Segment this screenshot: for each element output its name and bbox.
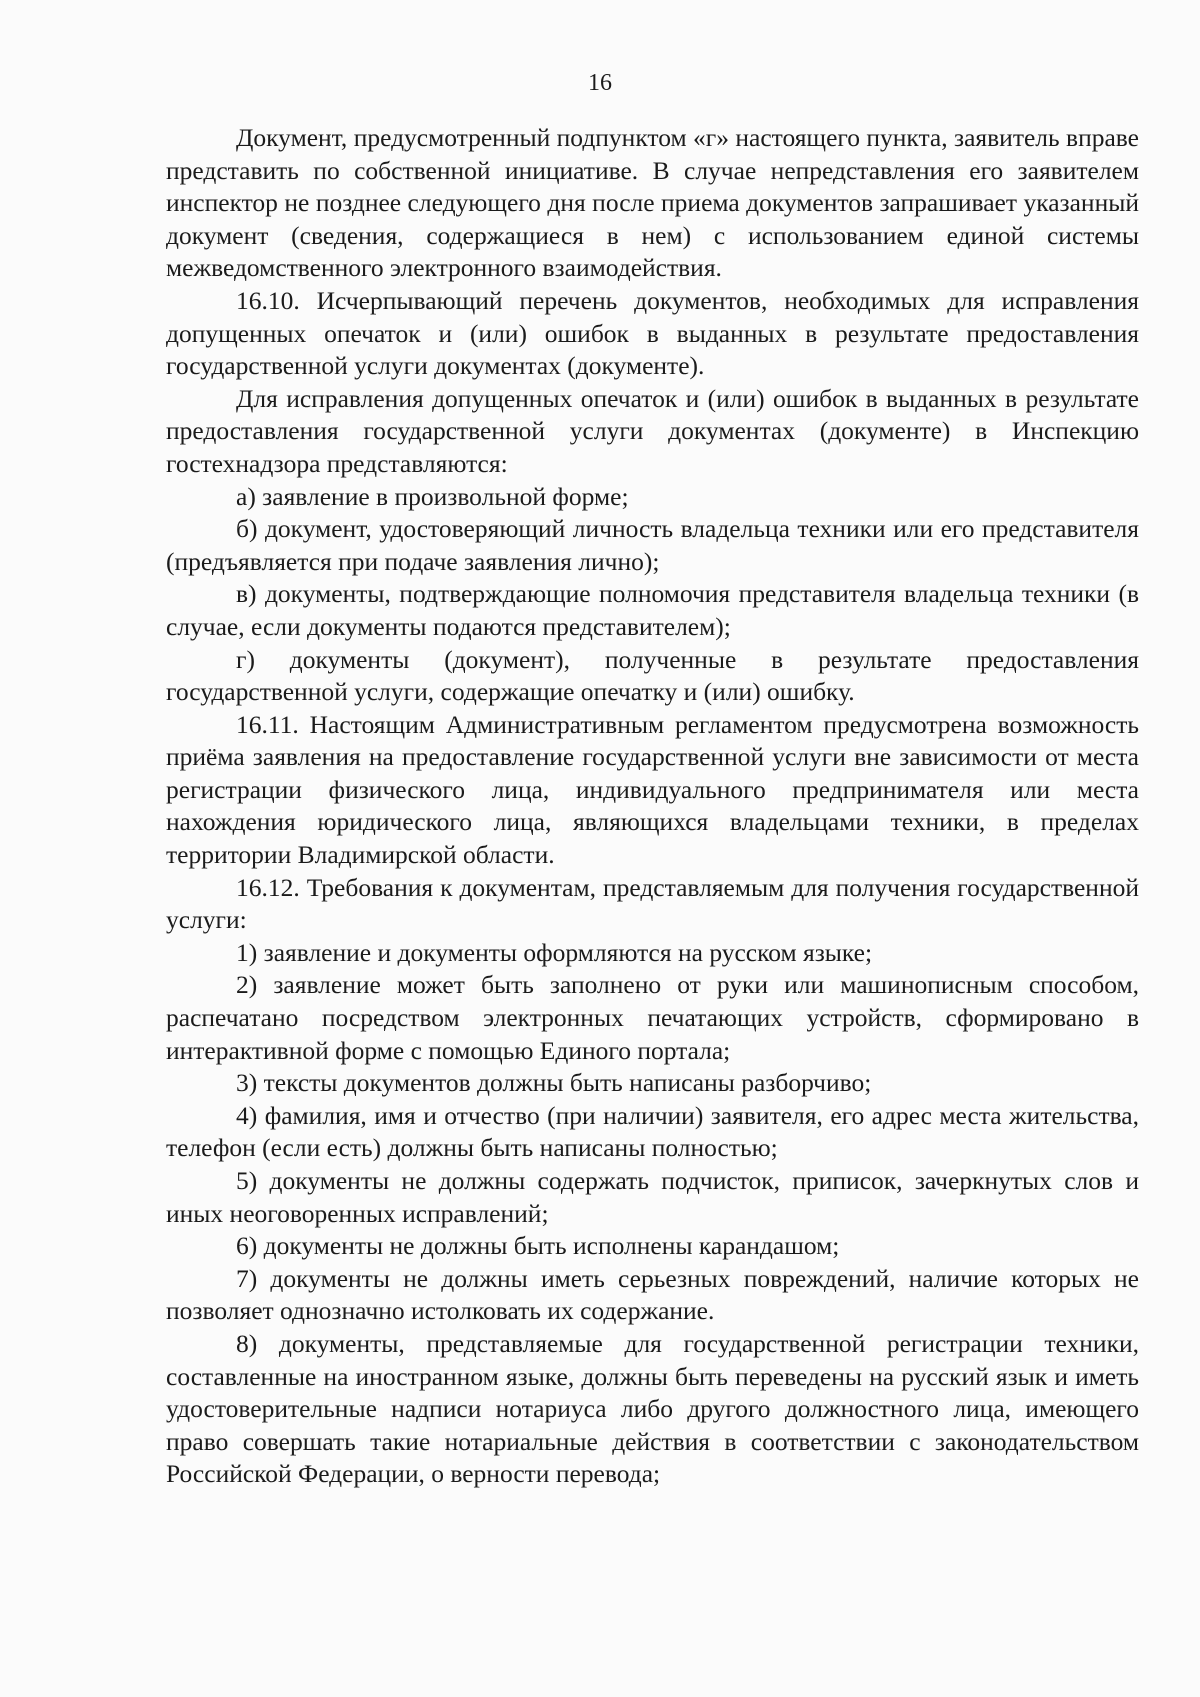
list-item-g: г) документы (документ), полученные в результате предоставления государственной услуги, содержащие опечатку и (или) ошибку. <box>166 644 1139 707</box>
list-item-v: в) документы, подтверждающие полномочия представителя владельца техники (в случае, если документы подаются представителем); <box>166 579 1139 641</box>
list-item-b: б) документ, удостоверяющий личность владельца техники или его представителя (предъявляется при подаче заявления лично); <box>166 514 1139 576</box>
list-item-1: 1) заявление и документы оформляются на русском языке; <box>236 937 873 967</box>
list-item-6: 6) документы не должны быть исполнены карандашом; <box>236 1231 840 1261</box>
paragraph-16-11: 16.11. Настоящим Административным регламентом предусмотрена возможность приёма заявления на предоставление государственной услуги вне зависимости от места регистрации физического лица, индивидуального предпринимателя или места нахождения юридического лица, являющихся владельцами техники, в пределах территории Владимирской области. <box>166 709 1139 870</box>
list-item-7: 7) документы не должны иметь серьезных повреждений, наличие которых не позволяет однозначно истолковать их содержание. <box>166 1263 1139 1326</box>
paragraph-16-10: 16.10. Исчерпывающий перечень документов, необходимых для исправления допущенных опечаток и (или) ошибок в выданных в результате предоставления государственной услуги документах (документе). <box>166 285 1139 381</box>
list-item-8: 8) документы, представляемые для государственной регистрации техники, составленные на иностранном языке, должны быть переведены на русский язык и иметь удостоверительные надписи нотариуса либо другого должностного лица, имеющего право совершать такие нотариальные действия в соответствии с законодательством Российской Федерации, о верности перевода; <box>166 1328 1139 1489</box>
list-item-3: 3) тексты документов должны быть написаны разборчиво; <box>236 1068 872 1098</box>
paragraph-document-g: Документ, предусмотренный подпунктом «г» настоящего пункта, заявитель вправе представить по собственной инициативе. В случае непредставления его заявителем инспектор не позднее следующего дня после приема документов запрашивает указанный документ (сведения, содержащиеся в нем) с использованием единой системы межведомственного электронного взаимодействия. <box>166 123 1139 283</box>
list-item-4: 4) фамилия, имя и отчество (при наличии) заявителя, его адрес места жительства, телефон (если есть) должны быть написаны полностью; <box>166 1100 1139 1163</box>
list-item-a: а) заявление в произвольной форме; <box>236 481 629 511</box>
list-item-5: 5) документы не должны содержать подчисток, приписок, зачеркнутых слов и иных неоговоренных исправлений; <box>166 1166 1139 1228</box>
paragraph-16-12: 16.12. Требования к документам, представляемым для получения государственной услуги: <box>166 872 1139 935</box>
list-item-2: 2) заявление может быть заполнено от руки или машинописным способом, распечатано посредством электронных печатающих устройств, сформировано в интерактивной форме с помощью Единого портала; <box>166 970 1139 1065</box>
page-number: 16 <box>588 70 612 96</box>
paragraph-correction-intro: Для исправления допущенных опечаток и (или) ошибок в выданных в результате предоставления государственной услуги документах (документе) в Инспекцию гостехнадзора представляются: <box>166 383 1139 478</box>
document-body <box>166 122 1139 1491</box>
